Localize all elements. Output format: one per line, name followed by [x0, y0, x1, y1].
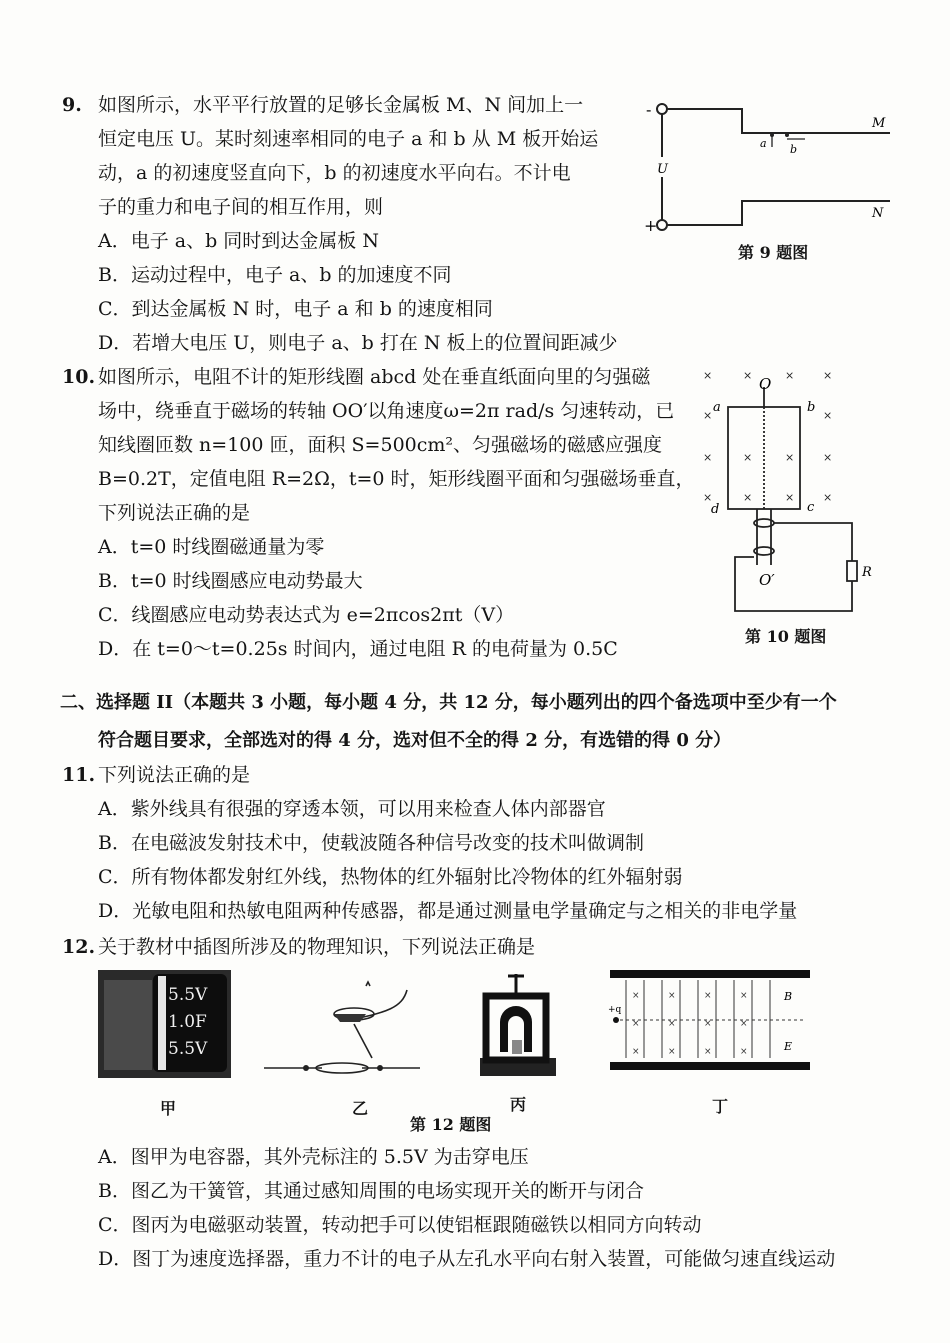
q9-stem-line: 恒定电压 U。某时刻速率相同的电子 a 和 b 从 M 板开始运	[98, 128, 599, 150]
q12-option-c: C．图丙为电磁驱动装置，转动把手可以使铝框跟随磁铁以相同方向转动	[98, 1214, 702, 1236]
q10-stem-line: 知线圈匝数 n=100 匝，面积 S=500cm²、匀强磁场的磁感应强度	[98, 434, 663, 456]
q10-b-label: b	[807, 400, 816, 415]
svg-text:×: ×	[704, 1019, 712, 1029]
q12-line-1	[62, 930, 535, 964]
q9-caption: 第 9 题图	[738, 243, 809, 262]
q9-u-label: U	[657, 162, 668, 177]
q9-option-c: C．到达金属板 N 时，电子 a 和 b 的速度相同	[98, 298, 493, 320]
q9-terminal-bottom	[657, 220, 667, 230]
q12-selector-q-label: +q	[608, 1005, 622, 1015]
q11-stem: 下列说法正确的是	[98, 764, 251, 786]
q11-number: 11.	[62, 764, 96, 786]
q10-d-label: d	[711, 502, 720, 517]
q9-a-label: a	[760, 137, 767, 150]
svg-text:×: ×	[668, 991, 676, 1001]
q12-reed-glass	[316, 1063, 368, 1073]
q12-capacitor-photo	[98, 970, 231, 1078]
q10-field-cross: ×	[785, 491, 795, 504]
q9-electron-b	[785, 133, 789, 137]
q10-circuit-bottom	[735, 557, 852, 611]
q10-field-cross: ×	[823, 409, 833, 422]
q10-r-label: R	[862, 565, 872, 580]
q12-option-b: B．图乙为干簧管，其通过感知周围的电场实现开关的断开与闭合	[98, 1180, 644, 1202]
q10-stem-line: 场中，绕垂直于磁场的转轴 OO′以角速度ω=2π rad/s 匀速转动，已	[98, 400, 675, 422]
q10-line-1	[62, 360, 650, 394]
q12-fig-label-yi: 乙	[352, 1099, 369, 1118]
q10-o-prime-label: O′	[759, 571, 775, 589]
svg-text:×: ×	[740, 1047, 748, 1057]
q9-minus-label: -	[646, 100, 652, 119]
q9-option-d: D．若增大电压 U，则电子 a、b 打在 N 板上的位置间距减少	[98, 332, 618, 354]
q9-wire-bottom	[667, 201, 890, 225]
q10-resistor	[847, 561, 857, 581]
q10-c-label: c	[807, 500, 815, 515]
q10-option-b: B．t=0 时线圈感应电动势最大	[98, 570, 363, 592]
q12-selector-e-label: E	[784, 1040, 793, 1053]
q9-stem-line: 如图所示，水平平行放置的足够长金属板 M、N 间加上一	[98, 94, 584, 116]
q10-field-cross: ×	[743, 491, 753, 504]
q10-stem-line: B=0.2T，定值电阻 R=2Ω，t=0 时，矩形线圈平面和匀强磁场垂直，	[98, 468, 695, 490]
q12-fig-label-bing: 丙	[510, 1095, 527, 1114]
q9-plus-label: +	[644, 216, 658, 235]
q10-field-cross: ×	[703, 409, 713, 422]
q11-option-b: B．在电磁波发射技术中，使载波随各种信号改变的技术叫做调制	[98, 832, 644, 854]
q10-o-label: O	[759, 375, 772, 393]
q10-field-cross: ×	[703, 451, 713, 464]
q12-capacitor-label: 5.5V	[168, 1039, 208, 1059]
q12-capacitor-label: 5.5V	[168, 985, 208, 1005]
q10-field-cross: ×	[703, 491, 713, 504]
q9-number: 9.	[62, 94, 82, 116]
q10-field-cross: ×	[743, 451, 753, 464]
q12-magnet-hanger	[366, 982, 370, 986]
q10-field-cross: ×	[823, 369, 833, 382]
q10-field-cross: ×	[743, 369, 753, 382]
q10-field-cross: ×	[823, 451, 833, 464]
q12-fig-label-jia: 甲	[160, 1099, 177, 1118]
svg-text:×: ×	[704, 991, 712, 1001]
q12-fig-label-ding: 丁	[712, 1097, 729, 1116]
svg-text:×: ×	[740, 1019, 748, 1029]
q9-electron-a	[770, 133, 774, 137]
q10-field-cross: ×	[785, 451, 795, 464]
q12-stem: 关于教材中插图所涉及的物理知识，下列说法正确是	[98, 936, 536, 958]
q10-a-label: a	[713, 400, 721, 415]
q10-option-c: C．线圈感应电动势表达式为 e=2πcos2πt（V）	[98, 604, 515, 626]
svg-text:×: ×	[668, 1019, 676, 1029]
q9-b-label: b	[790, 143, 798, 156]
q12-reed-switch-figure	[262, 980, 422, 1080]
q10-field-cross: ×	[785, 369, 795, 382]
q12-velocity-selector-figure	[610, 970, 810, 1070]
q10-caption: 第 10 题图	[745, 627, 827, 646]
q11-line-1	[62, 758, 250, 792]
q10-stem-line: 下列说法正确的是	[98, 502, 251, 524]
q11-option-d: D．光敏电阻和热敏电阻两种传感器，都是通过测量电学量确定与之相关的非电学量	[98, 900, 798, 922]
q9-terminal-top	[657, 104, 667, 114]
section-2-header: 二、选择题 II（本题共 3 小题，每小题 4 分，共 12 分，每小题列出的四个备选项中至少有一个	[60, 692, 837, 713]
q10-figure	[695, 365, 885, 620]
q9-m-label: M	[872, 116, 886, 131]
q9-stem-line: 子的重力和电子间的相互作用，则	[98, 196, 384, 218]
q9-option-b: B．运动过程中，电子 a、b 的加速度不同	[98, 264, 452, 286]
q12-capacitor-label: 1.0F	[168, 1012, 207, 1032]
svg-text:×: ×	[632, 1047, 640, 1057]
q10-option-d: D．在 t=0～t=0.25s 时间内，通过电阻 R 的电荷量为 0.5C	[98, 638, 618, 660]
svg-text:×: ×	[668, 1047, 676, 1057]
svg-text:×: ×	[740, 991, 748, 1001]
q9-line-1	[62, 88, 583, 122]
q12-em-drive-figure	[478, 970, 558, 1080]
q12-option-a: A．图甲为电容器，其外壳标注的 5.5V 为击穿电压	[98, 1146, 529, 1168]
q12-caption: 第 12 题图	[410, 1115, 492, 1134]
q11-option-a: A．紫外线具有很强的穿透本领，可以用来检查人体内部器官	[98, 798, 606, 820]
q9-figure	[640, 95, 900, 235]
svg-text:×: ×	[704, 1047, 712, 1057]
q12-magnet-link	[354, 1024, 372, 1058]
q10-circuit-right	[774, 523, 852, 561]
section-2-instructions: 符合题目要求，全部选对的得 4 分，选对但不全的得 2 分，有选错的得 0 分）	[98, 730, 732, 751]
q9-wire-top	[667, 109, 890, 133]
q10-option-a: A．t=0 时线圈磁通量为零	[98, 536, 325, 558]
q10-number: 10.	[62, 366, 96, 388]
q9-stem-line: 动，a 的初速度竖直向下，b 的初速度水平向右。不计电	[98, 162, 571, 184]
q10-field-cross: ×	[823, 491, 833, 504]
q9-option-a: A．电子 a、b 同时到达金属板 N	[98, 230, 379, 252]
svg-text:×: ×	[632, 1019, 640, 1029]
q9-n-label: N	[872, 206, 884, 221]
q12-selector-b-label: B	[784, 990, 793, 1003]
q10-field-cross: ×	[703, 369, 713, 382]
q12-number: 12.	[62, 936, 96, 958]
q11-option-c: C．所有物体都发射红外线，热物体的红外辐射比冷物体的红外辐射弱	[98, 866, 683, 888]
svg-text:×: ×	[632, 991, 640, 1001]
q10-stem-line: 如图所示，电阻不计的矩形线圈 abcd 处在垂直纸面向里的匀强磁	[98, 366, 651, 388]
q12-option-d: D．图丁为速度选择器，重力不计的电子从左孔水平向右射入装置，可能做匀速直线运动	[98, 1248, 836, 1270]
